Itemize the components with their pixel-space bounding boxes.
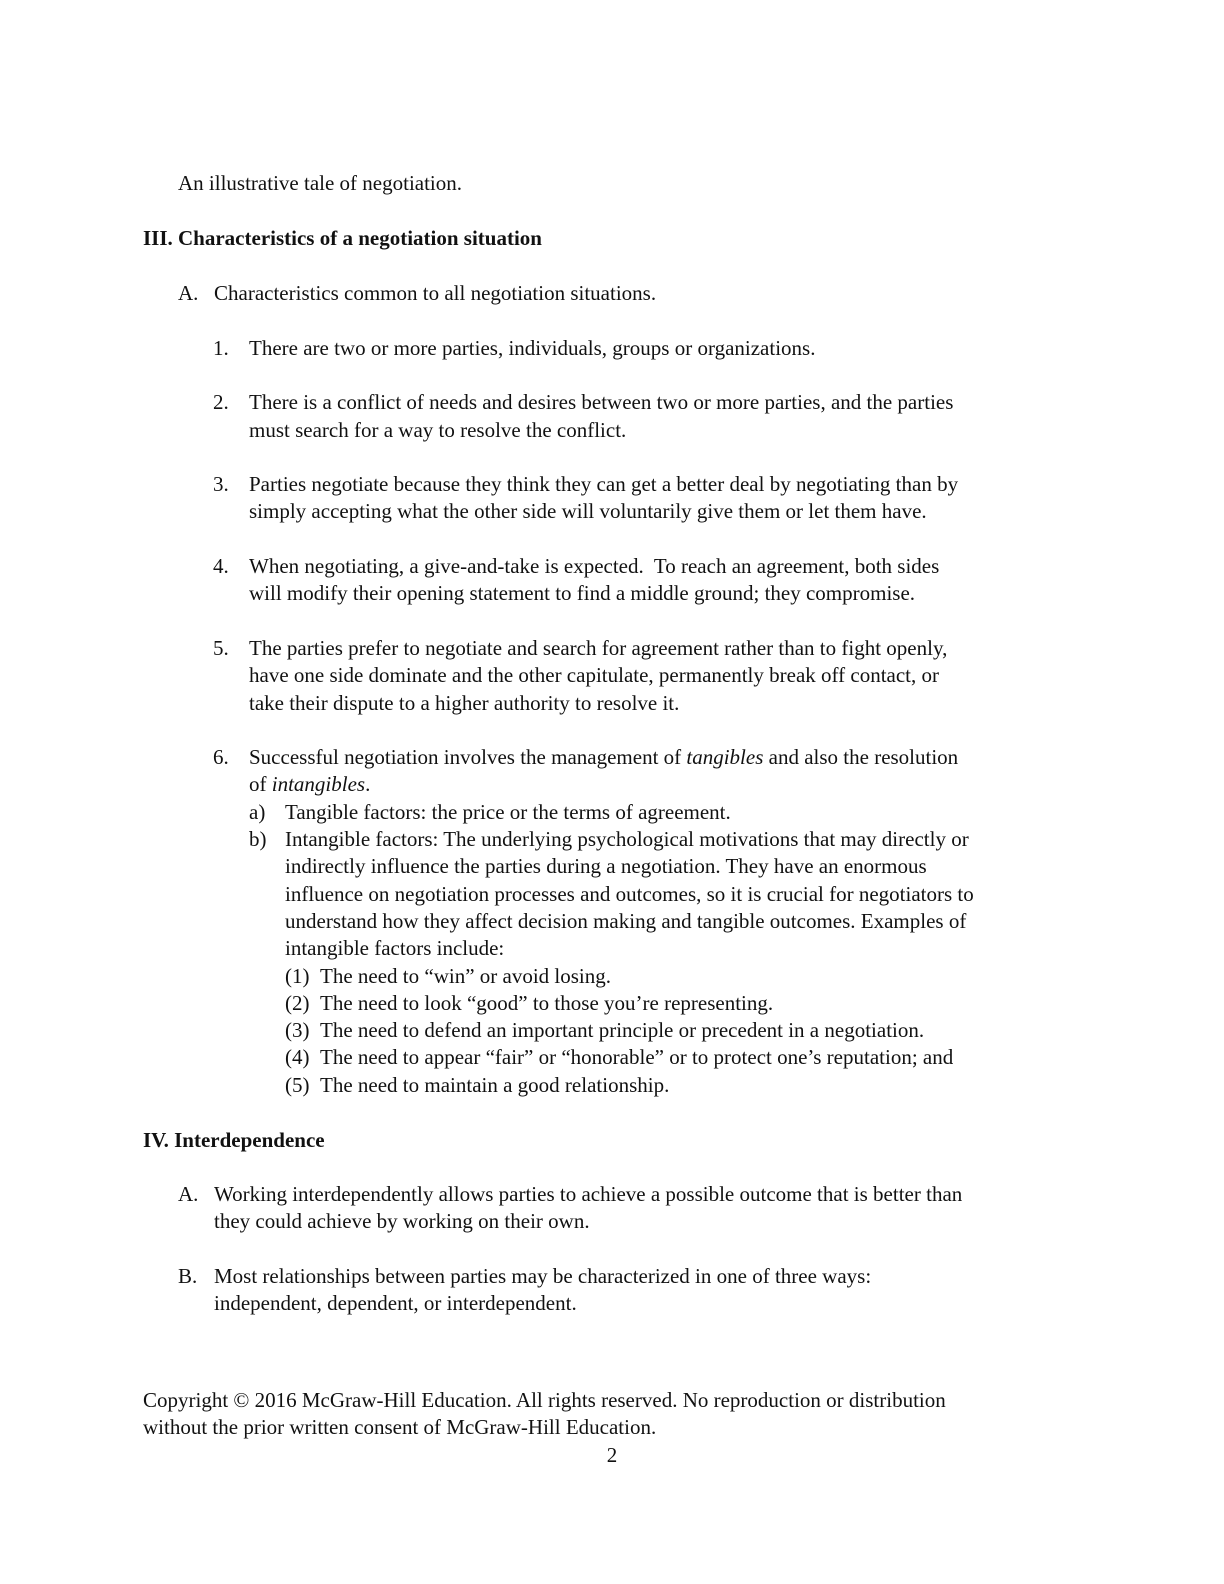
copyright-line: without the prior written consent of McGraw-Hill Education. [143, 1415, 657, 1439]
sub-item-line: influence on negotiation processes and outcomes, so it is crucial for negotiators to [285, 882, 974, 906]
sub-item-text: Tangible factors: the price or the terms of agreement. [285, 800, 731, 824]
item-6-line-2-pre: of [249, 772, 272, 796]
example-marker: (1) [285, 964, 310, 988]
page-number: 2 [606, 1443, 618, 1467]
item-6-line-2 [249, 771, 370, 798]
section-4-item-line: Working interdependently allows parties to achieve a possible outcome that is better than [214, 1182, 963, 1206]
list-item-line: Parties negotiate because they think they can get a better deal by negotiating than by [249, 472, 959, 496]
section-3-a-text: Characteristics common to all negotiation situations. [214, 281, 657, 305]
section-3-a-marker: A. [178, 281, 199, 305]
sub-item-line: understand how they affect decision making and tangible outcomes. Examples of [285, 909, 967, 933]
list-item-line: The parties prefer to negotiate and search for agreement rather than to fight openly, [249, 636, 948, 660]
item-6-line-2-post: . [365, 772, 371, 796]
section-4-item-line: they could achieve by working on their own. [214, 1209, 590, 1233]
tangibles-term: tangibles [686, 745, 764, 769]
section-4-item-line: Most relationships between parties may be characterized in one of three ways: [214, 1264, 872, 1288]
example-text: The need to look “good” to those you’re representing. [320, 991, 774, 1015]
section-4-item-line: independent, dependent, or interdependent. [214, 1291, 577, 1315]
list-item-line: take their dispute to a higher authority to resolve it. [249, 691, 680, 715]
intro-line: An illustrative tale of negotiation. [178, 171, 463, 195]
list-item-line: have one side dominate and the other capitulate, permanently break off contact, or [249, 663, 940, 687]
example-text: The need to appear “fair” or “honorable” or to protect one’s reputation; and [320, 1045, 954, 1069]
item-6-line-1-pre: Successful negotiation involves the management of [249, 745, 687, 769]
item-6-line-1-post: and also the resolution [763, 745, 959, 769]
section-4-item-marker: B. [178, 1264, 198, 1288]
example-marker: (2) [285, 991, 310, 1015]
list-item-marker: 2. [213, 390, 229, 414]
list-item-marker: 4. [213, 554, 229, 578]
sub-item-line: intangible factors include: [285, 936, 505, 960]
example-text: The need to “win” or avoid losing. [320, 964, 612, 988]
list-item-line: will modify their opening statement to find a middle ground; they compromise. [249, 581, 916, 605]
list-item-marker: 6. [213, 745, 229, 769]
list-item-line: There are two or more parties, individuals, groups or organizations. [249, 336, 816, 360]
example-text: The need to maintain a good relationship. [320, 1073, 670, 1097]
sub-item-line: Intangible factors: The underlying psychological motivations that may directly or [285, 827, 969, 851]
list-item-marker: 3. [213, 472, 229, 496]
example-marker: (3) [285, 1018, 310, 1042]
copyright-line: Copyright © 2016 McGraw-Hill Education. All rights reserved. No reproduction or distribution [143, 1388, 946, 1412]
section-3-heading: III. Characteristics of a negotiation situation [143, 226, 542, 250]
list-item-line: There is a conflict of needs and desires between two or more parties, and the parties [249, 390, 954, 414]
intangibles-term: intangibles [271, 772, 366, 796]
list-item-line: must search for a way to resolve the conflict. [249, 418, 627, 442]
list-item-line: simply accepting what the other side will voluntarily give them or let them have. [249, 499, 927, 523]
section-4-item-marker: A. [178, 1182, 199, 1206]
list-item-marker: 5. [213, 636, 229, 660]
example-marker: (4) [285, 1045, 310, 1069]
list-item-line: When negotiating, a give-and-take is expected. To reach an agreement, both sides [249, 554, 940, 578]
item-6-line-1 [249, 744, 958, 771]
sub-item-marker: a) [249, 800, 266, 824]
example-text: The need to defend an important principle or precedent in a negotiation. [320, 1018, 925, 1042]
list-item-marker: 1. [213, 336, 229, 360]
section-4-heading: IV. Interdependence [143, 1128, 325, 1152]
example-marker: (5) [285, 1073, 310, 1097]
sub-item-marker: b) [249, 827, 267, 851]
sub-item-line: indirectly influence the parties during a negotiation. They have an enormous [285, 854, 927, 878]
